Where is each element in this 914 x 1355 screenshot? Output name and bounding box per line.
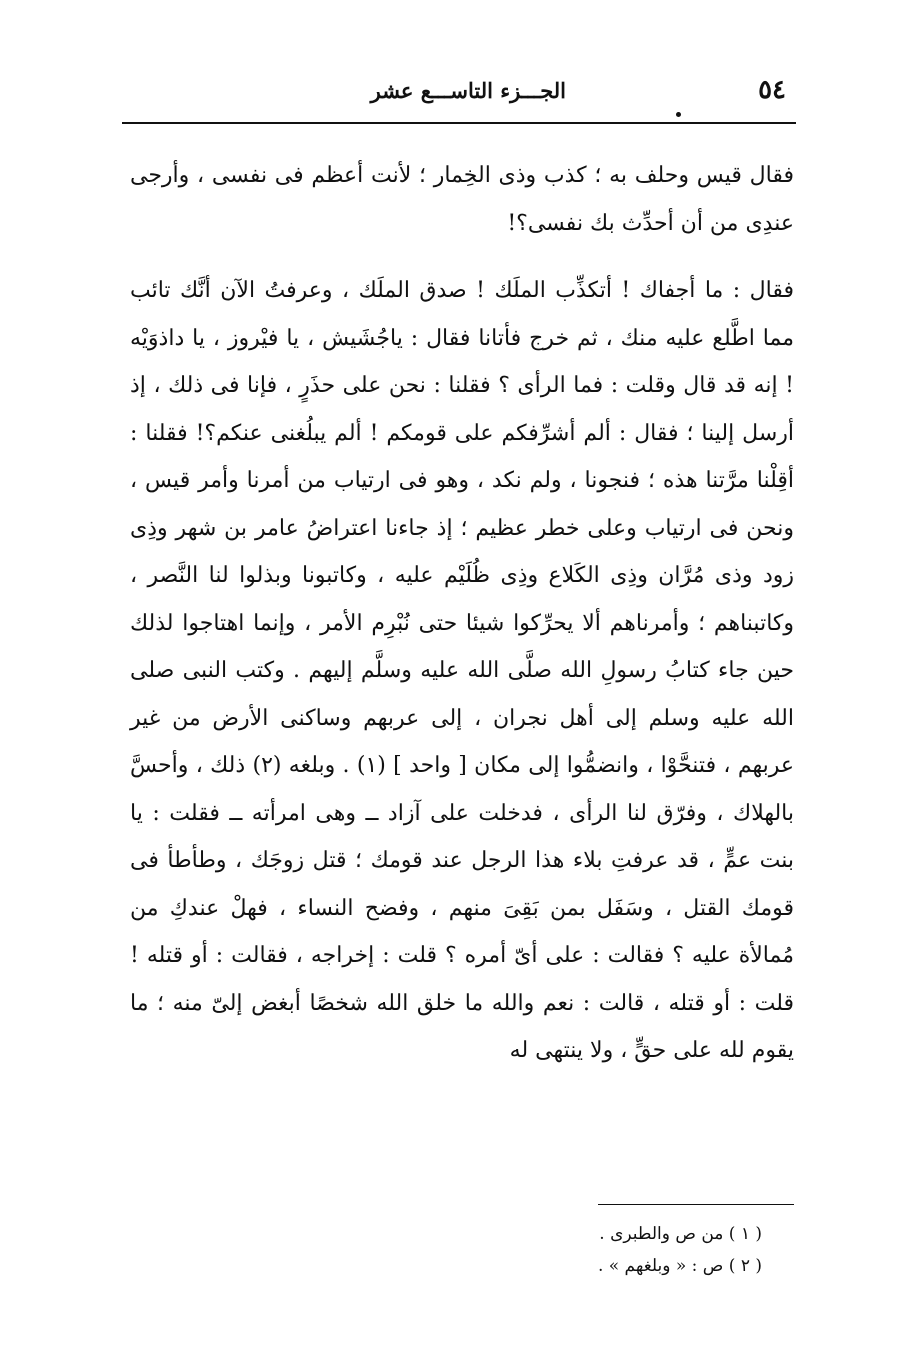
- page-number: ٥٤: [758, 75, 786, 105]
- running-title: الجـــزء التاســـع عشر: [370, 78, 566, 103]
- header-dot: [676, 112, 681, 117]
- footnote-1: ( ١ ) من ص والطبرى .: [599, 1224, 762, 1244]
- paragraph-1: فقال قيس وحلف به ؛ كذب وذى الخِمار ؛ لأنت أعظم فى نفسى ، وأرجى عندِى من أن أحدِّث بك نفسى؟!: [130, 163, 794, 236]
- footnote-rule: [598, 1204, 794, 1205]
- header-rule: [122, 122, 796, 124]
- footnotes: [400, 1218, 762, 1282]
- paragraph-2: فقال : ما أجفاك ! أتكذِّب الملَك ! صدق الملَك ، وعرفتُ الآن أنَّك تائب مما اطَّلع عليه منك ، ثم خرج فأتانا فقال : ياجُشَيش ، يا فيْروز ، يا داذوَيْه ! إنه قد قال وقلت : فما الرأى ؟ فقلنا : نحن على حذَرٍ ، فإنا فى ذلك ، إذ أرسل إلينا ؛ فقال : ألم أشرِّفكم على قومكم ! ألم يبلُغنى عنكم؟! فقلنا : أقِلْنا مرَّتنا هذه ؛ فنجونا ، ولم نكد ، وهو فى ارتياب من أمرنا وأمر قيس ، ونحن فى ارتياب وعلى خطر عظيم ؛ إذ جاءنا اعتراضُ عامر بن شهر وذِى زود وذى مُرَّان وذِى الكَلاع وذِى ظُلَيْم عليه ، وكاتبونا وبذلوا لنا النَّصر ، وكاتبناهم ؛ وأمرناهم ألا يحرِّكوا شيئا حتى نُبْرِم الأمر ، وإنما اهتاجوا لذلك حين جاء كتابُ رسولِ الله صلَّى الله عليه وسلَّم إليهم . وكتب النبى صلى الله عليه وسلم إلى أهل نجران ، إلى عربهم وساكنى الأرض من غير عربهم ، فتنحَّوْا ، وانضمُّوا إلى مكان [ واحد ] (١) . وبلغه (٢) ذلك ، وأحسَّ بالهلاك ، وفرّق لنا الرأى ، فدخلت على آزاد ــ وهى امرأته ــ فقلت : يا بنت عمٍّ ، قد عرفتِ بلاء هذا الرجل عند قومك ؛ قتل زوجَك ، وطأطأ فى قومك القتل ، وسَفَل بمن بَقِىَ منهم ، وفضح النساء ، فهلْ عندكِ من مُمالأة عليه ؟ فقالت : على أىّ أمره ؟ قلت : إخراجه ، فقالت : أو قتله ! قلت : أو قتله ، قالت : نعم والله ما خلق الله شخصًا أبغض إلىّ منه ؛ ما يقوم لله على حقٍّ ، ولا ينتهى له: [130, 278, 794, 1063]
- footnote-2: ( ٢ ) ص : « وبلغهم » .: [597, 1256, 762, 1276]
- body-text: [130, 152, 794, 1075]
- page-header: [122, 74, 796, 114]
